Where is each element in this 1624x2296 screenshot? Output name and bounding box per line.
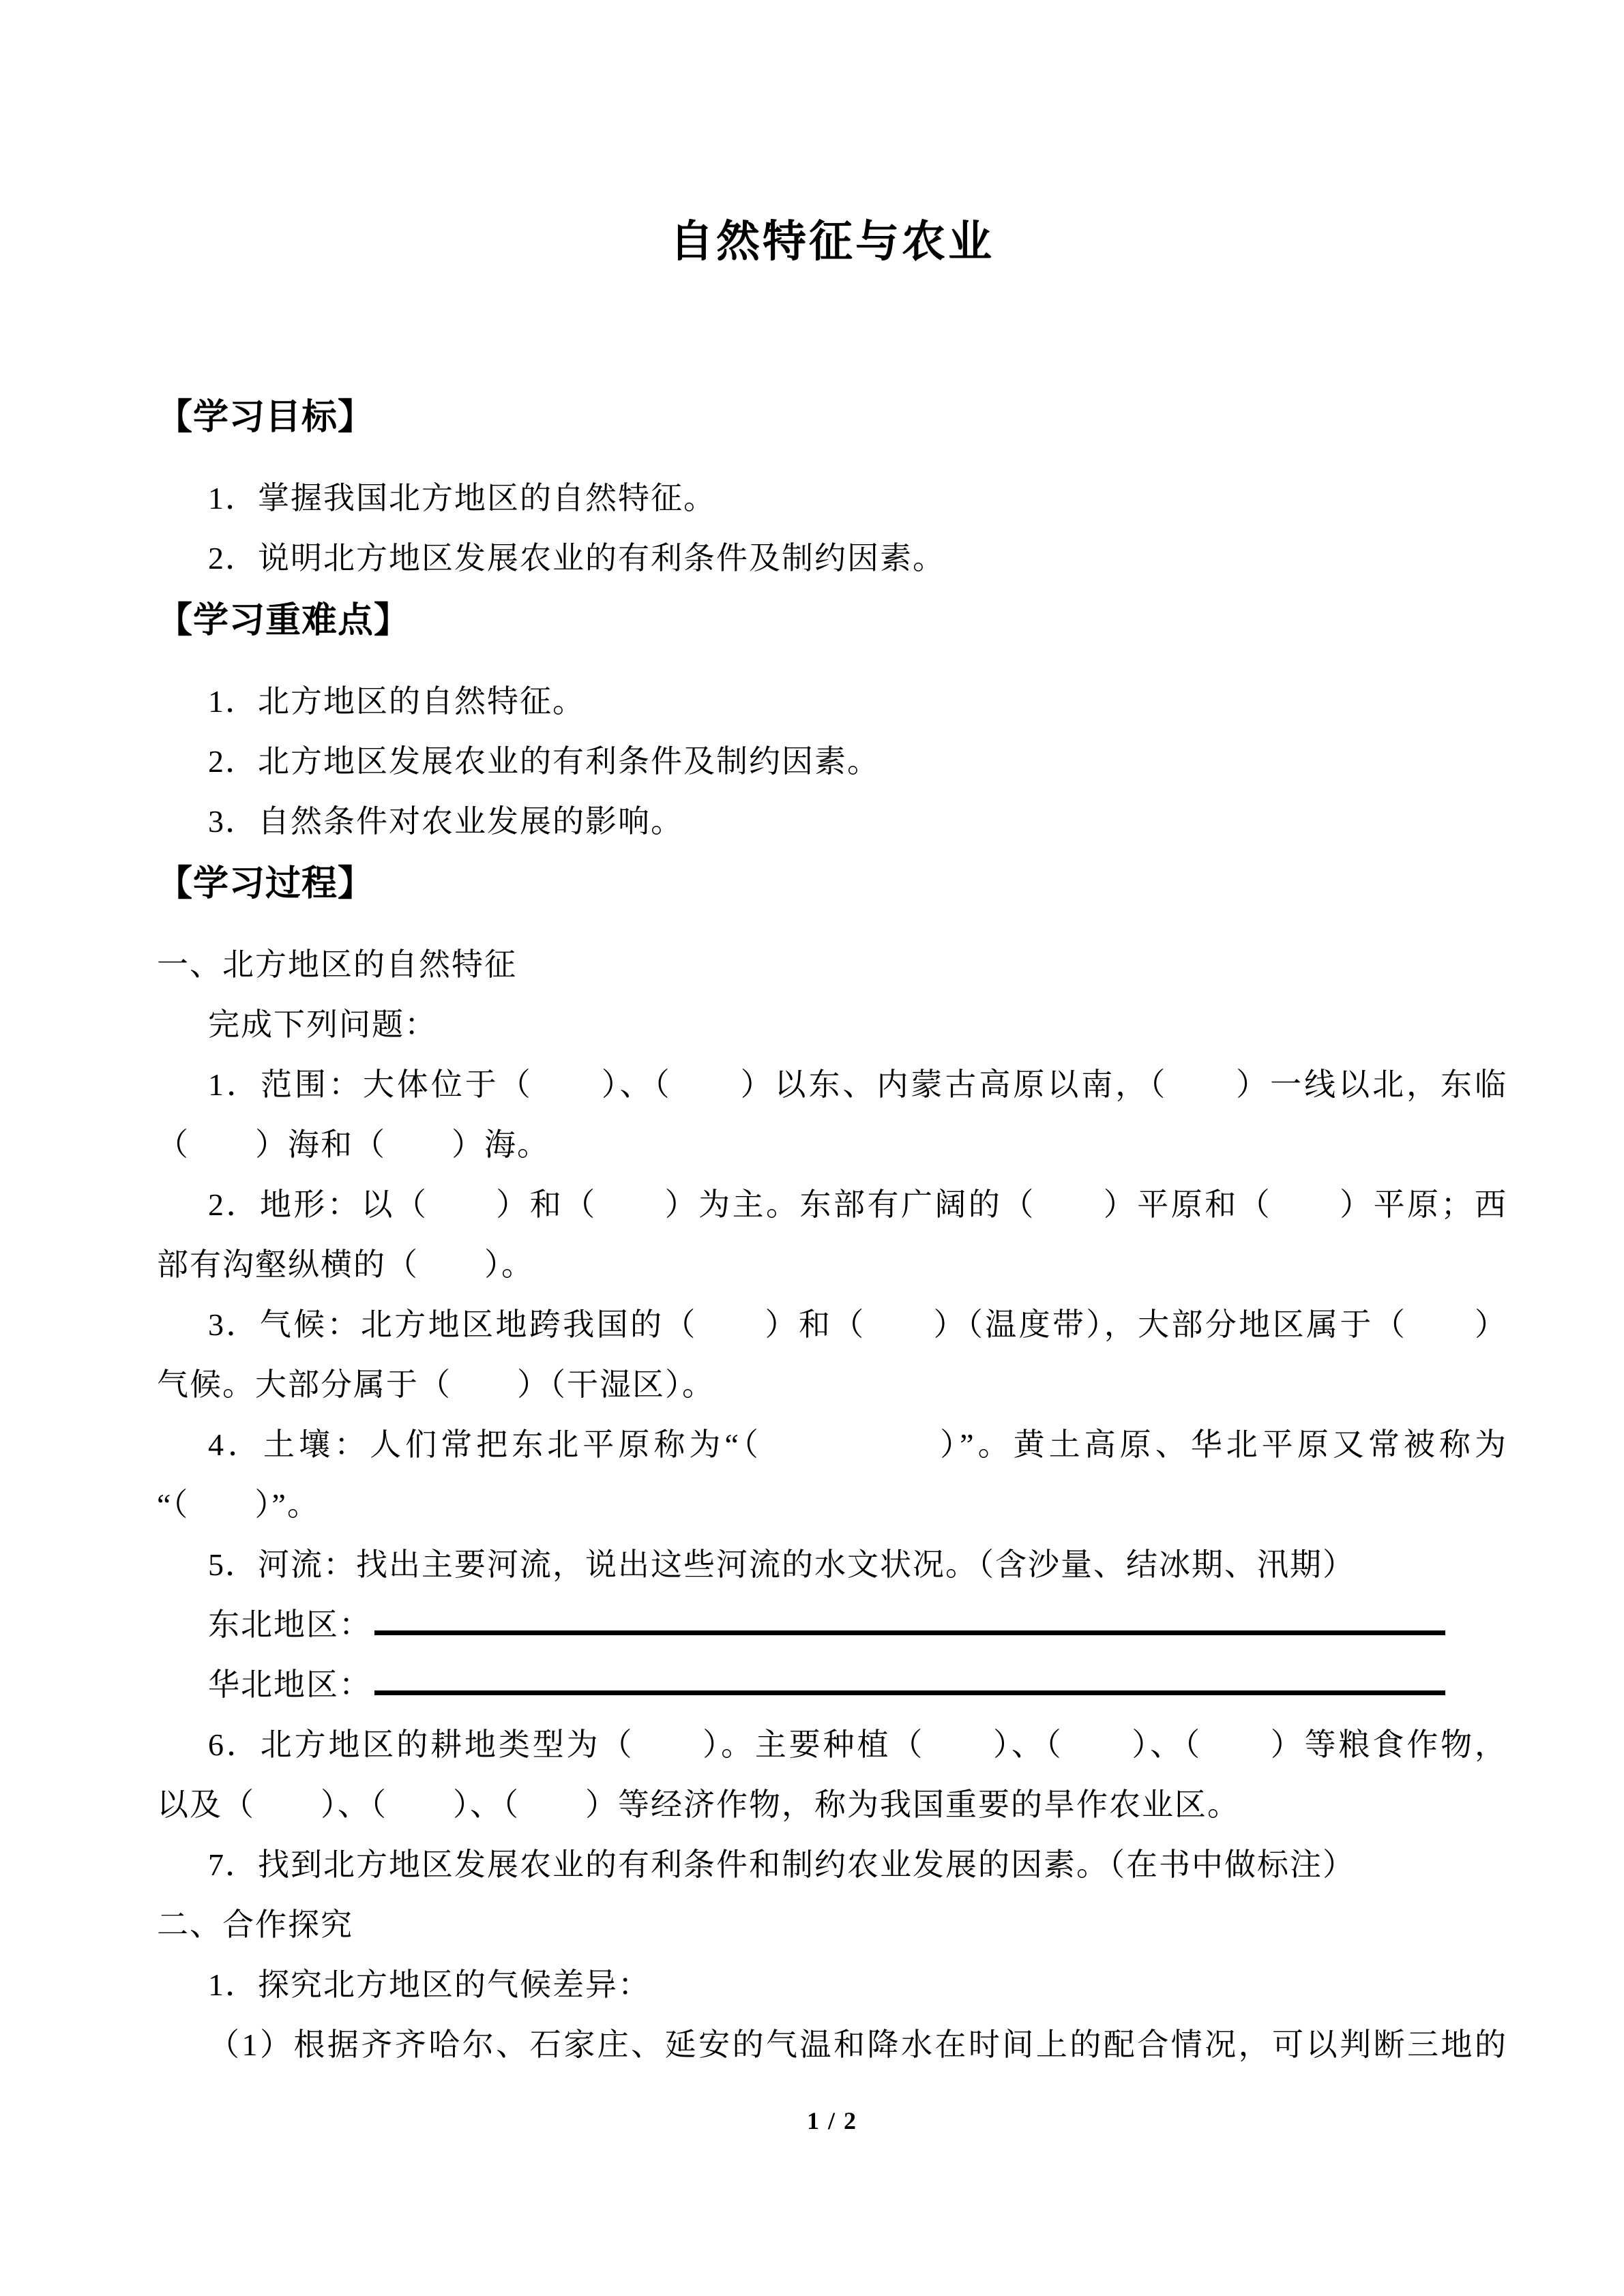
part2-heading: 二、合作探究 xyxy=(157,1907,353,1942)
question-6-line-1: 6．北方地区的耕地类型为（ ）。主要种植（ ）、（ ）、（ ）等粮食作物， xyxy=(208,1727,1507,1762)
question-2-line-1: 2．地形：以（ ）和（ ）为主。东部有广阔的（ ）平原和（ ）平原；西 xyxy=(208,1187,1507,1222)
question-7-line: 7．找到北方地区发展农业的有利条件和制约农业发展的因素。（在书中做标注） xyxy=(208,1847,1355,1882)
fill-in-blank-underline-north-china xyxy=(374,1682,1445,1695)
key-point-item-3: 3．自然条件对农业发展的影响。 xyxy=(208,804,683,839)
question-2-line-2: 部有沟壑纵横的（ ）。 xyxy=(157,1247,534,1282)
question-3-line-1: 3．气候：北方地区地跨我国的（ ）和（ ）（温度带），大部分地区属于（ ） xyxy=(208,1307,1507,1342)
q5-north-china-row xyxy=(157,1655,1507,1715)
part1-heading: 一、北方地区的自然特征 xyxy=(157,947,517,982)
question-1-line-1: 1．范围：大体位于（ ）、（ ）以东、内蒙古高原以南，（ ）一线以北，东临 xyxy=(208,1067,1507,1102)
objective-item-1: 1．掌握我国北方地区的自然特征。 xyxy=(208,481,716,516)
q5-northeast-row xyxy=(157,1595,1507,1655)
question-4-line-2: “（ ）”。 xyxy=(157,1487,320,1522)
objective-item-2: 2．说明北方地区发展农业的有利条件及制约因素。 xyxy=(208,541,945,576)
key-point-item-2: 2．北方地区发展农业的有利条件及制约因素。 xyxy=(208,744,880,779)
q5-north-china-label: 华北地区： xyxy=(208,1667,372,1702)
section-header-objectives: 【学习目标】 xyxy=(157,398,374,437)
part1-intro: 完成下列问题： xyxy=(208,1007,437,1042)
explore-1-line: 1．探究北方地区的气候差异： xyxy=(208,1967,651,2002)
page-number: 1 / 2 xyxy=(806,2107,857,2134)
document-title: 自然特征与农业 xyxy=(670,218,994,266)
explore-1-sub-1-line: （1）根据齐齐哈尔、石家庄、延安的气温和降水在时间上的配合情况，可以判断三地的 xyxy=(208,2027,1507,2062)
question-5-line: 5．河流：找出主要河流，说出这些河流的水文状况。（含沙量、结冰期、汛期） xyxy=(208,1547,1355,1582)
question-3-line-2: 气候。大部分属于（ ）（干湿区）。 xyxy=(157,1367,715,1402)
section-header-process: 【学习过程】 xyxy=(157,864,374,904)
key-point-item-1: 1．北方地区的自然特征。 xyxy=(208,684,585,719)
fill-in-blank-underline-northeast xyxy=(374,1622,1445,1635)
question-6-line-2: 以及（ ）、（ ）、（ ）等经济作物，称为我国重要的旱作农业区。 xyxy=(157,1787,1240,1822)
q5-northeast-label: 东北地区： xyxy=(208,1607,372,1642)
section-header-key-points: 【学习重难点】 xyxy=(157,601,411,640)
question-1-line-2: （ ）海和（ ）海。 xyxy=(157,1127,550,1162)
question-4-line-1: 4．土壤：人们常把东北平原称为“（ ）”。黄土高原、华北平原又常被称为 xyxy=(208,1427,1507,1462)
